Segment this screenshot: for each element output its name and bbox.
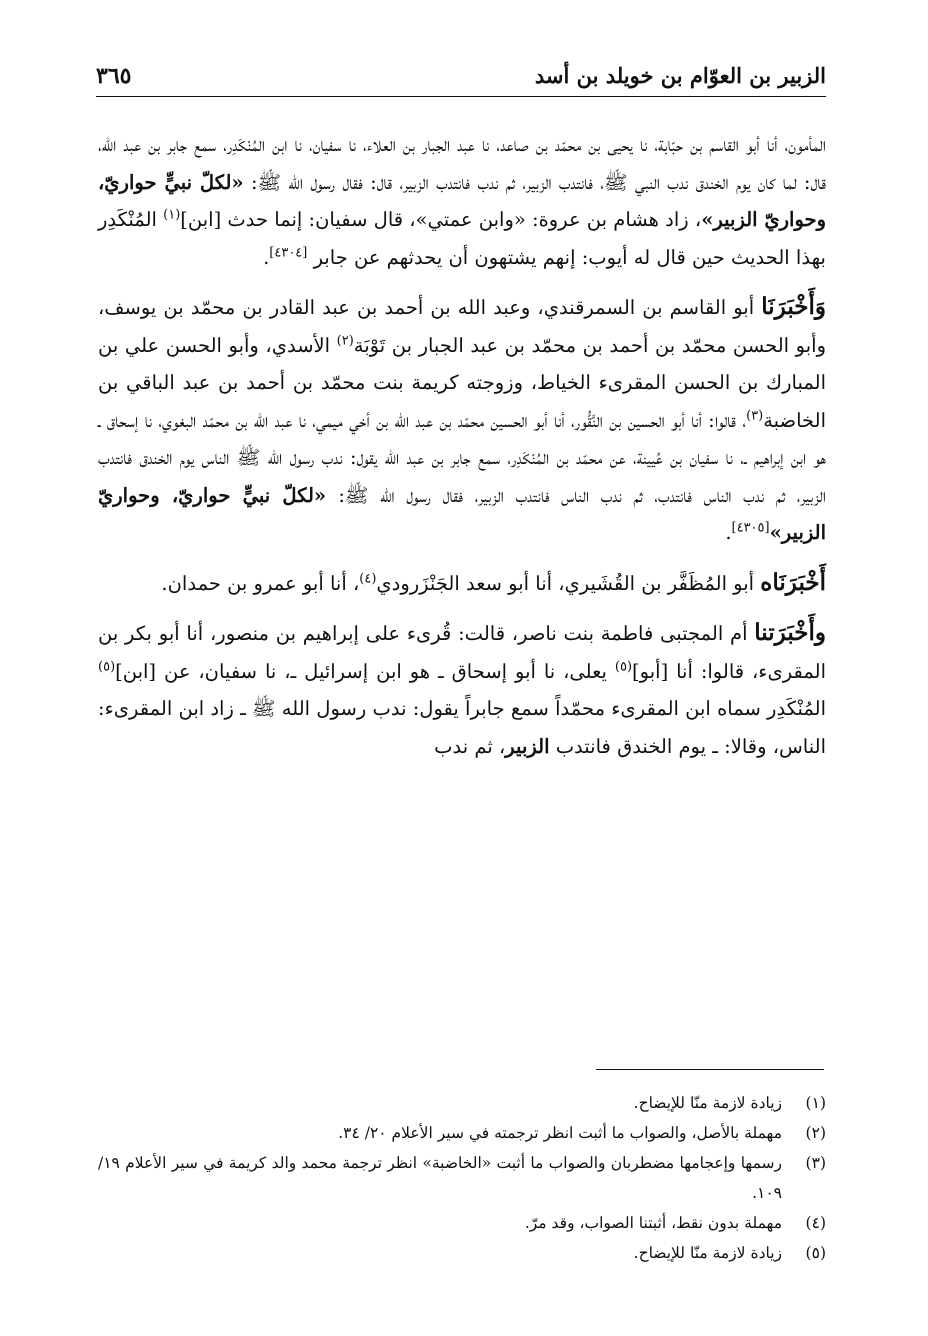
footnote-text: مهملة بدون نقط، أثبتنا الصواب، وقد مرّ.	[524, 1214, 782, 1232]
footnote-marker-4[interactable]: (٤)	[359, 571, 377, 586]
running-title: الزبير بن العوّام بن خويلد بن أسد	[534, 63, 826, 88]
footnote-text: مهملة بالأصل، والصواب ما أثبت انظر ترجمته في سير الأعلام ٢٠/ ٣٤.	[338, 1124, 782, 1142]
footnote-number: (١)	[805, 1094, 826, 1112]
hadith-number: [٤٣٠٤]	[269, 245, 308, 260]
text-run: ، قالوا: أنا أبو الحسين بن النَّقُّور، أنا أبو الحسين محمّد بن عبد الله بن أخي ميمي، نا عبد الله بن محمّد البغوي، نا إسحاق ـ هو ابن إبراهيم ـ، نا سفيان بن عُيينة، عن محمّد بن المُنْكَدِر، سمع جابر بن عبد الله يقول: ندب رسول الله ﷺ الناس يوم الخندق فانتدب الزبير، ثم ندب الناس فانتدب، ثم ندب الناس فانتدب الزبير، فقال رسول الله ﷺ:	[98, 408, 826, 507]
text-run: المُنْكَدِر سماه ابن المقرىء محمّداً سمع جابراً يقول: ندب رسول الله ﷺ ـ زاد ابن المقرىء: الناس، وقالا: ـ يوم الخندق فانتدب	[98, 697, 826, 758]
isnad-lead-word: وأَخْبَرَتنا	[754, 619, 826, 646]
footnote-marker-5[interactable]: (٥)	[98, 659, 116, 674]
footnote-text: زيادة لازمة منّا للإيضاح.	[633, 1244, 782, 1262]
footnote-item	[98, 1118, 826, 1148]
footnote-item	[98, 1208, 826, 1238]
paragraph-3	[98, 564, 826, 603]
isnad-lead-word: أَخْبَرَنَاه	[760, 568, 826, 596]
text-run: المُنْكَدِر بهذا الحديث حين قال له أيوب: إنهم يشتهون أن يحدثهم عن جابر	[98, 208, 826, 269]
footnote-item	[98, 1148, 826, 1208]
footnote-number: (٥)	[805, 1244, 826, 1262]
footnote-number: (٣)	[805, 1154, 826, 1172]
text-run: الأسدي، وأبو الحسن علي بن المبارك بن الحسن المقرىء الخياط، وزوجته كريمة بنت محمّد بن أحمد بن عبد الباقي بن الخاضبة	[98, 333, 826, 432]
text-run: أبو المُظَفَّر بن القُشَيري، أنا أبو سعد الجَنْزَرودي	[376, 571, 761, 595]
hadith-number: [٤٣٠٥]	[731, 520, 770, 536]
emphasized-name: الزبير	[505, 734, 550, 758]
footnotes	[98, 1088, 826, 1268]
footnote-marker-2[interactable]: (٢)	[336, 333, 354, 348]
hadith-quote: «لكلّ نبيٍّ حواريّ، وحواريّ الزبير»	[98, 483, 826, 544]
isnad-lead-word: وَأَخْبَرَنَا	[761, 293, 826, 320]
text-run: ، زاد هشام بن عروة: «وابن عمتي»، قال سفيان: إنما حدث [ابن]	[180, 208, 702, 231]
text-run: ، ثم ندب	[434, 734, 506, 758]
paragraph-4	[98, 614, 826, 765]
footnote-marker-5[interactable]: (٥)	[614, 659, 633, 674]
hadith-quote: «لكلّ نبيٍّ حواريّ، وحواريّ الزبير»	[98, 170, 827, 231]
running-header	[96, 58, 826, 97]
text-run: .	[725, 521, 732, 544]
text-run: المأمون، أنا أبو القاسم بن حبّابة، نا يحيى بن محمّد بن صاعد، نا عبد الجبار بن العلاء، نا سفيان، نا ابن المُنْكَدِر، سمع جابر بن عبد الله، قال: لما كان يوم الخندق ندب النبي ﷺ، فانتدب الزبير، ثم ندب فانتدب الزبير، قال: فقال رسول الله ﷺ:	[98, 133, 827, 194]
paragraph-2	[98, 288, 826, 552]
text-run: يعلى، نا أبو إسحاق ـ هو ابن إسرائيل ـ، نا سفيان، عن [ابن]	[115, 659, 615, 683]
page-number: ٣٦٥	[96, 63, 132, 89]
footnote-separator	[596, 1069, 824, 1070]
text-run: ، أنا أبو عمرو بن حمدان.	[161, 571, 360, 595]
text-run: أبو القاسم بن السمرقندي، وعبد الله بن أحمد بن عبد القادر بن محمّد بن يوسف، وأبو الحسن محمّد بن أحمد بن محمّد بن عبد الجبار بن تَوْبَة	[98, 296, 826, 357]
footnote-text: زيادة لازمة منّا للإيضاح.	[633, 1094, 782, 1112]
footnote-item	[98, 1088, 826, 1118]
footnote-number: (٢)	[805, 1124, 826, 1142]
text-run: .	[263, 245, 270, 269]
footnote-marker-1[interactable]: (١)	[163, 207, 181, 223]
footnote-item	[98, 1238, 826, 1268]
paragraph-1	[98, 126, 826, 276]
footnote-marker-3[interactable]: (٣)	[746, 408, 764, 423]
footnote-text: رسمها وإعجامها مضطربان والصواب ما أثبت «الخاضبة» انظر ترجمة محمد والد كريمة في سير الأعلام ١٩/ ١٠٩.	[98, 1154, 783, 1202]
main-text	[98, 126, 826, 777]
text-run: أم المجتبى فاطمة بنت ناصر، قالت: قُرىء على إبراهيم بن منصور، أنا أبو بكر بن المقرىء، قالوا: أنا [أبو]	[98, 622, 826, 683]
footnote-number: (٤)	[805, 1214, 826, 1232]
